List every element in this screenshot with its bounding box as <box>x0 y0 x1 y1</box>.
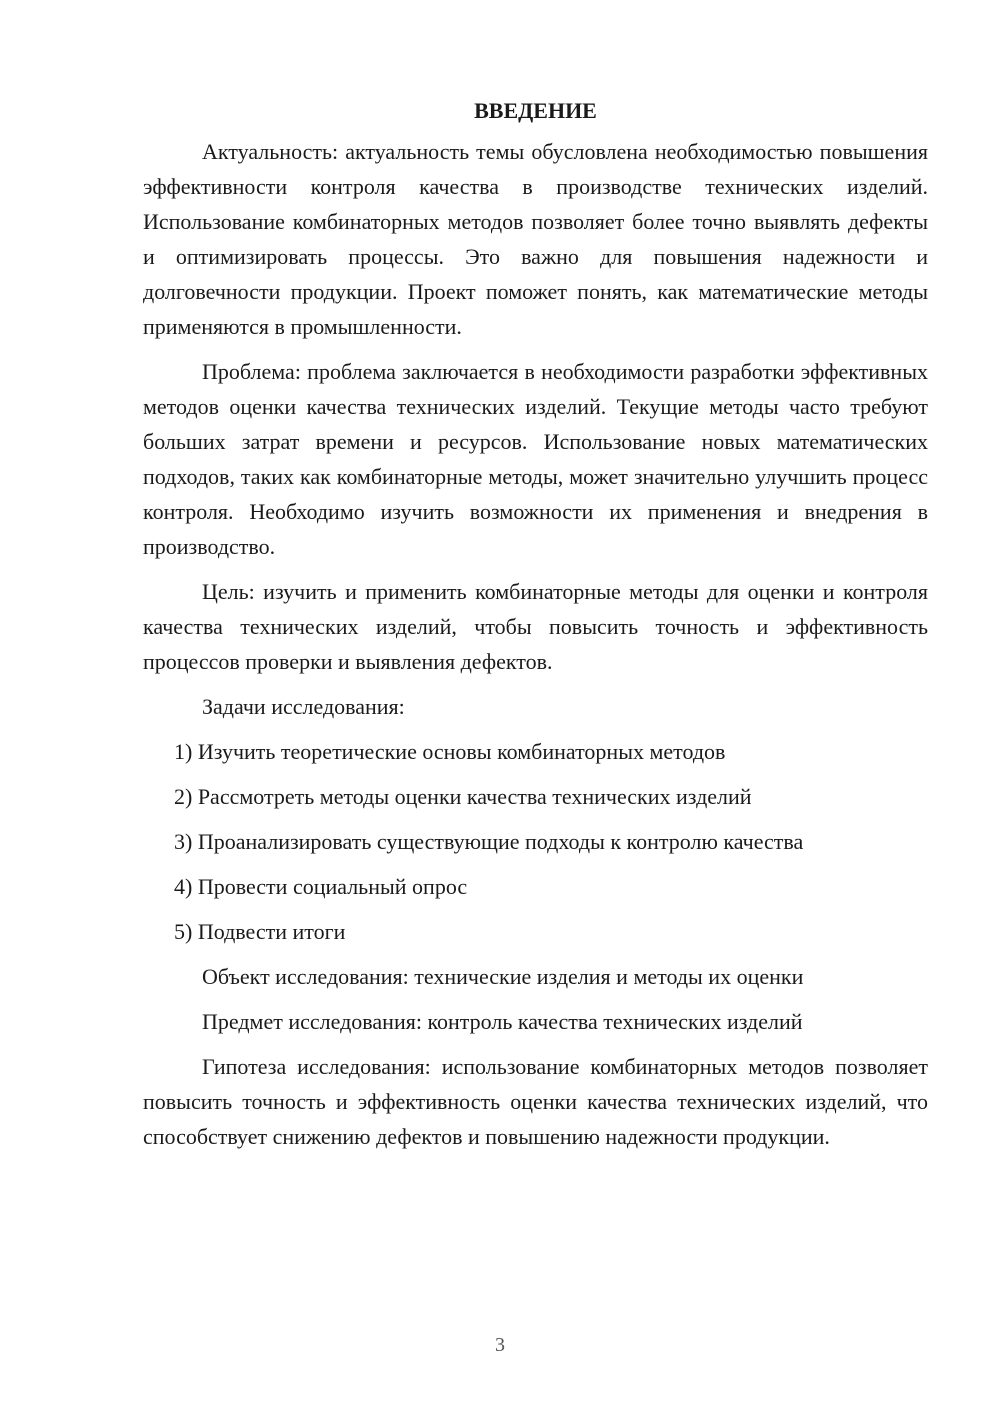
list-item: 4) Провести социальный опрос <box>174 874 468 899</box>
list-item: 1) Изучить теоретические основы комбинаторных методов <box>174 739 726 764</box>
paragraph-relevance: Актуальность: актуальность темы обусловлена необходимостью повышения эффективности контроля качества в производстве технических изделий. Использование комбинаторных методов позволяет более точно выявлять дефекты и оптимизировать процессы. Это важно для повышения надежности и долговечности продукции. Проект поможет понять, как математические методы применяются в промышленности. <box>143 139 928 339</box>
page-title: ВВЕДЕНИЕ <box>474 98 597 123</box>
list-item: 2) Рассмотреть методы оценки качества технических изделий <box>174 784 752 809</box>
paragraph-problem: Проблема: проблема заключается в необходимости разработки эффективных методов оценки качества технических изделий. Текущие методы часто требуют больших затрат времени и ресурсов. Использование новых математических подходов, таких как комбинаторные методы, может значительно улучшить процесс контроля. Необходимо изучить возможности их применения и внедрения в производство. <box>143 359 928 559</box>
tasks-list <box>143 734 928 949</box>
research-object: Объект исследования: технические изделия и методы их оценки <box>202 964 804 989</box>
document-page <box>143 96 928 1164</box>
page-number: 3 <box>495 1334 505 1356</box>
paragraph-goal: Цель: изучить и применить комбинаторные методы для оценки и контроля качества технических изделий, чтобы повысить точность и эффективность процессов проверки и выявления дефектов. <box>143 579 928 674</box>
tasks-heading: Задачи исследования: <box>202 694 405 719</box>
research-hypothesis: Гипотеза исследования: использование комбинаторных методов позволяет повысить точность и эффективность оценки качества технических изделий, что способствует снижению дефектов и повышению надежности продукции. <box>143 1054 928 1149</box>
list-item: 5) Подвести итоги <box>174 919 346 944</box>
list-item: 3) Проанализировать существующие подходы к контролю качества <box>174 829 804 854</box>
research-subject: Предмет исследования: контроль качества технических изделий <box>202 1009 803 1034</box>
